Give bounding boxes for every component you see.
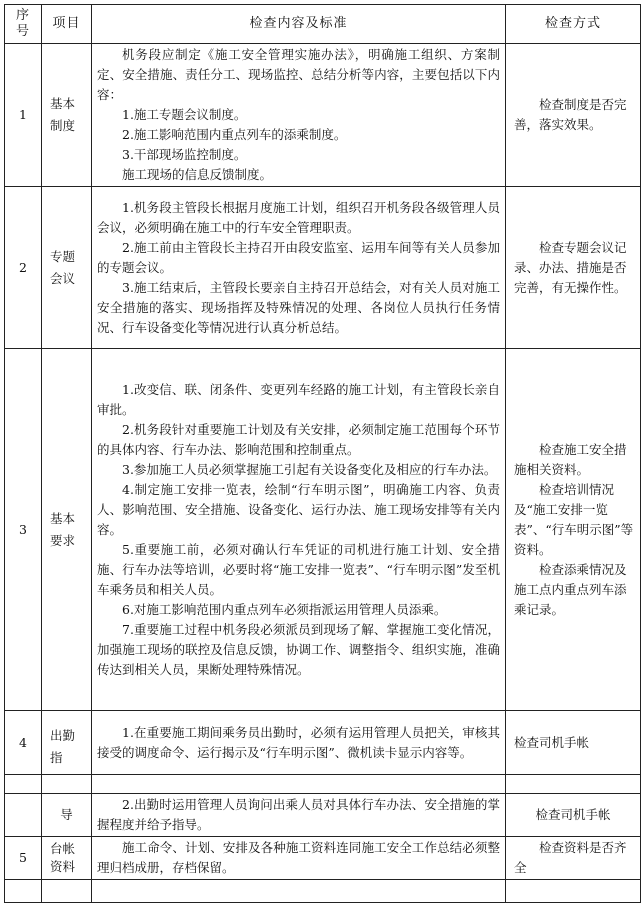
content-line: 1.施工专题会议制度。 bbox=[122, 107, 247, 122]
content-line: 施工现场的信息反馈制度。 bbox=[122, 167, 273, 182]
row-content bbox=[92, 187, 506, 349]
table-row bbox=[5, 837, 641, 880]
content-line: 1.改变信、联、闭条件、变更列车经路的施工计划，有主管段长亲自审批。 bbox=[97, 381, 500, 417]
row-seq: 1 bbox=[5, 44, 42, 187]
row-content bbox=[92, 837, 506, 880]
row-content bbox=[92, 794, 506, 837]
header-seq: 序号 bbox=[5, 5, 42, 44]
row-seq: 5 bbox=[5, 837, 42, 880]
content-line: 2.施工前由主管段长主持召开由段安监室、运用车间等有关人员参加的专题会议。 bbox=[97, 239, 500, 275]
blank-row bbox=[5, 880, 641, 903]
row-method bbox=[506, 187, 641, 349]
row-item bbox=[42, 44, 92, 187]
row-item-label: 台帐资料 bbox=[50, 841, 76, 874]
row-content bbox=[92, 711, 506, 775]
content-line: 2.机务段针对重要施工计划及有关安排，必须制定施工范围每个环节的具体内容、行车办法、影响范围和控制重点。 bbox=[97, 421, 500, 457]
row-seq: 4 bbox=[5, 711, 42, 775]
method-line: 检查资料是否齐全 bbox=[514, 840, 627, 875]
row-method bbox=[506, 711, 641, 775]
table-row bbox=[5, 44, 641, 187]
table-row bbox=[5, 711, 641, 775]
header-item: 项目 bbox=[42, 5, 92, 44]
content-line: 4.制定施工安排一览表，绘制“行车明示图”，明确施工内容、负责人、影响范围、安全措施、设备变化、运行办法、施工现场安排等有关内容。 bbox=[97, 481, 500, 537]
content-line: 1.机务段主管段长根据月度施工计划，组织召开机务段各级管理人员会议，必须明确在施工中的行车安全管理职责。 bbox=[97, 199, 500, 235]
header-method: 检查方式 bbox=[506, 5, 641, 44]
row-item bbox=[42, 187, 92, 349]
header-content: 检查内容及标准 bbox=[92, 5, 506, 44]
table-row bbox=[5, 187, 641, 349]
row-seq: 3 bbox=[5, 349, 42, 711]
content-line: 3.干部现场监控制度。 bbox=[122, 147, 247, 162]
row-item bbox=[42, 711, 92, 775]
row-item-label: 基本要求 bbox=[50, 510, 76, 548]
row-method: 检查司机手帐 bbox=[506, 794, 641, 837]
content-line: 2.施工影响范围内重点列车的添乘制度。 bbox=[122, 127, 347, 142]
method-line: 检查培训情况及“施工安排一览表”、“行车明示图”等资料。 bbox=[514, 481, 634, 557]
row-content bbox=[92, 44, 506, 187]
content-line: 1.在重要施工期间乘务员出勤时，必须有运用管理人员把关，审核其接受的调度命令、运行揭示及“行车明示图”、微机读卡显示内容等。 bbox=[97, 724, 500, 760]
row-method bbox=[506, 44, 641, 187]
content-line: 5.重要施工前，必须对确认行车凭证的司机进行施工计划、安全措施、行车办法等培训，必要时将“施工安排一览表”、“行车明示图”发至机车乘务员和相关人员。 bbox=[97, 541, 500, 597]
row-item: 导 bbox=[42, 794, 92, 837]
content-line: 施工命令、计划、安排及各种施工资料连同施工安全工作总结必须整理归档成册，存档保留。 bbox=[97, 840, 500, 875]
content-line: 3.施工结束后，主管段长要亲自主持召开总结会，对有关人员对施工安全措施的落实、现场指挥及特殊情况的处理、各岗位人员执行任务情况、行车设备变化等情况进行认真分析总结。 bbox=[97, 279, 500, 335]
content-line: 6.对施工影响范围内重点列车必须指派运用管理人员添乘。 bbox=[122, 601, 447, 617]
row-item-label: 出勤指 bbox=[50, 727, 76, 765]
row-item bbox=[42, 837, 92, 880]
content-line: 7.重要施工过程中机务段必须派员到现场了解、掌握施工变化情况，加强施工现场的联控及信息反馈，协调工作、调整指令、组织实施，准确传达到相关人员，果断处理特殊情况。 bbox=[97, 621, 500, 677]
row-item-label: 专题会议 bbox=[50, 248, 76, 286]
table-row bbox=[5, 349, 641, 711]
row-content bbox=[92, 349, 506, 711]
method-line: 检查司机手帐 bbox=[514, 734, 590, 750]
method-line: 检查专题会议记录、办法、措施是否完善，有无操作性。 bbox=[514, 239, 627, 295]
row-item-label: 基本制度 bbox=[50, 96, 76, 133]
method-line: 检查添乘情况及施工点内重点列车添乘记录。 bbox=[514, 561, 627, 617]
content-line: 3.参加施工人员必须掌握施工引起有关设备变化及相应的行车办法。 bbox=[122, 461, 497, 477]
blank-row bbox=[5, 775, 641, 794]
inspection-table bbox=[4, 4, 641, 903]
content-line: 机务段应制定《施工安全管理实施办法》，明确施工组织、方案制定、安全措施、责任分工、现场监控、总结分析等内容，主要包括以下内容： bbox=[97, 47, 500, 102]
method-line: 检查施工安全措施相关资料。 bbox=[514, 441, 627, 477]
method-line: 检查制度是否完善，落实效果。 bbox=[514, 97, 627, 132]
row-method bbox=[506, 837, 641, 880]
row-seq: 2 bbox=[5, 187, 42, 349]
table-row bbox=[5, 794, 641, 837]
row-method bbox=[506, 349, 641, 711]
row-item bbox=[42, 349, 92, 711]
content-line: 2.出勤时运用管理人员询问出乘人员对具体行车办法、安全措施的掌握程度并给予指导。 bbox=[97, 797, 500, 832]
row-seq bbox=[5, 794, 42, 837]
table-header-row bbox=[5, 5, 641, 44]
